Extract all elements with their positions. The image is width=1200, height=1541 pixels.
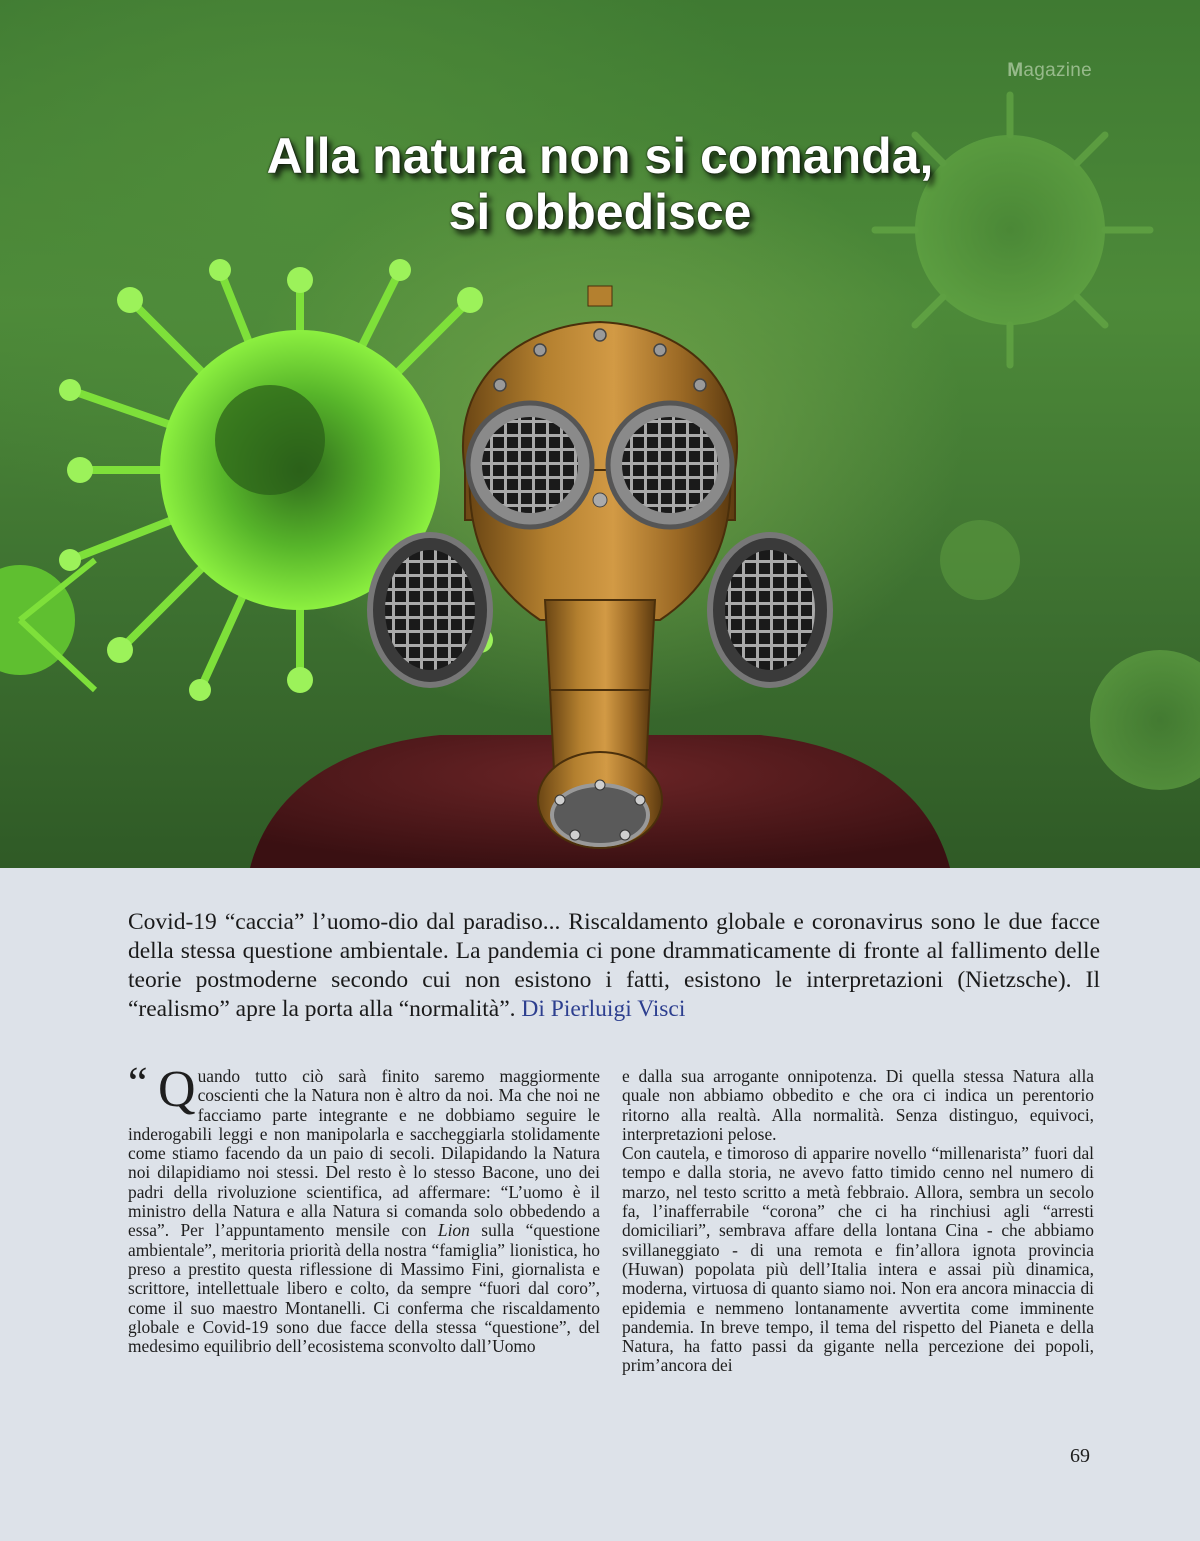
drop-cap: Q bbox=[158, 1061, 196, 1118]
lead-text: Covid-19 “caccia” l’uomo-dio dal paradiso... Riscaldamento globale e coronavirus sono le due facce della stessa questione ambientale. La pandemia ci pone drammaticamente di fronte al fallimento delle teorie postmoderne secondo cui non esistono i fatti, esistono le interpretazioni (Nietzsche). Il “realismo” apre la porta alla “normalità”. bbox=[128, 909, 1100, 1022]
article-title-line-1: Alla natura non si comanda, bbox=[266, 128, 934, 184]
body-paragraph: Con cautela, e timoroso di apparire novello “millenarista” fuori dal tempo e dalla storia, ne avevo fatto timido cenno nel numero di marzo, nel testo scritto a metà febbraio. Allora, sembra un secolo fa, l’inafferrabile “corona” che ci ha rinchiusi agli “arresti domiciliari”, sembrava affare della lontana Cina - che abbiamo svillaneggiato - di una remota e fin’allora ignota provincia (Huwan) popolata più dell’Italia intera e assai più dinamica, moderna, virtuosa di quanto siamo noi. Non era ancora minaccia di epidemia e nemmeno lontanamente avvertita come imminente pandemia. In breve tempo, il tema del rispetto del Pianeta e della Natura, ha fatto passi da gigante nella percezione dei popoli, prim’ancora dei bbox=[622, 1143, 1094, 1376]
author-byline: Di Pierluigi Visci bbox=[521, 996, 686, 1022]
article-title bbox=[0, 128, 1200, 240]
article-title-line-2: si obbedisce bbox=[448, 184, 752, 240]
body-paragraph: e dalla sua arrogante onnipotenza. Di quella stessa Natura alla quale non abbiamo obbedito e che ora ci indica un perentorio ritorno alla realtà. Alla normalità. Senza distinguo, equivoci, interpretazioni pelose. bbox=[622, 1066, 1094, 1144]
page-number: 69 bbox=[1070, 1445, 1090, 1467]
body-column-right bbox=[622, 1067, 1094, 1376]
magazine-name: Lion bbox=[437, 1220, 470, 1241]
body-column-left bbox=[128, 1058, 600, 1357]
section-label: Magazine bbox=[1007, 60, 1092, 81]
body-paragraph: “ Q uando tutto ciò sarà finito saremo maggiormente coscienti che la Natura non è altro da noi. Ma che noi ne facciamo parte integrante e ne dobbiamo seguire le inderogabili leggi e non manipolarla e saccheggiarla stolidamente come stiamo facendo da un paio di secoli. Dilapidando la Natura noi dilapidiamo noi stessi. Del resto è lo stesso Bacone, uno dei padri della rivoluzione scientifica, ad affermare: “L’uomo è il ministro della Natura e alla Natura si comanda solo obbedendo a essa”. Per l’appuntamento mensile con Lion sulla “questione ambientale”, meritoria priorità della nostra “famiglia” lionistica, ho preso a prestito questa riflessione di Massimo Fini, giornalista e scrittore, intellettuale libero e colto, da sempre “fuori dal coro”, come il suo maestro Montanelli. Ci conferma che riscaldamento globale e Covid-19 sono due facce della stessa “questione”, del medesimo equilibrio dell’ecosistema sconvolto dall’Uomo bbox=[128, 1058, 600, 1357]
article-lead bbox=[128, 908, 1100, 1024]
opening-quote-mark: “ bbox=[128, 1058, 148, 1107]
